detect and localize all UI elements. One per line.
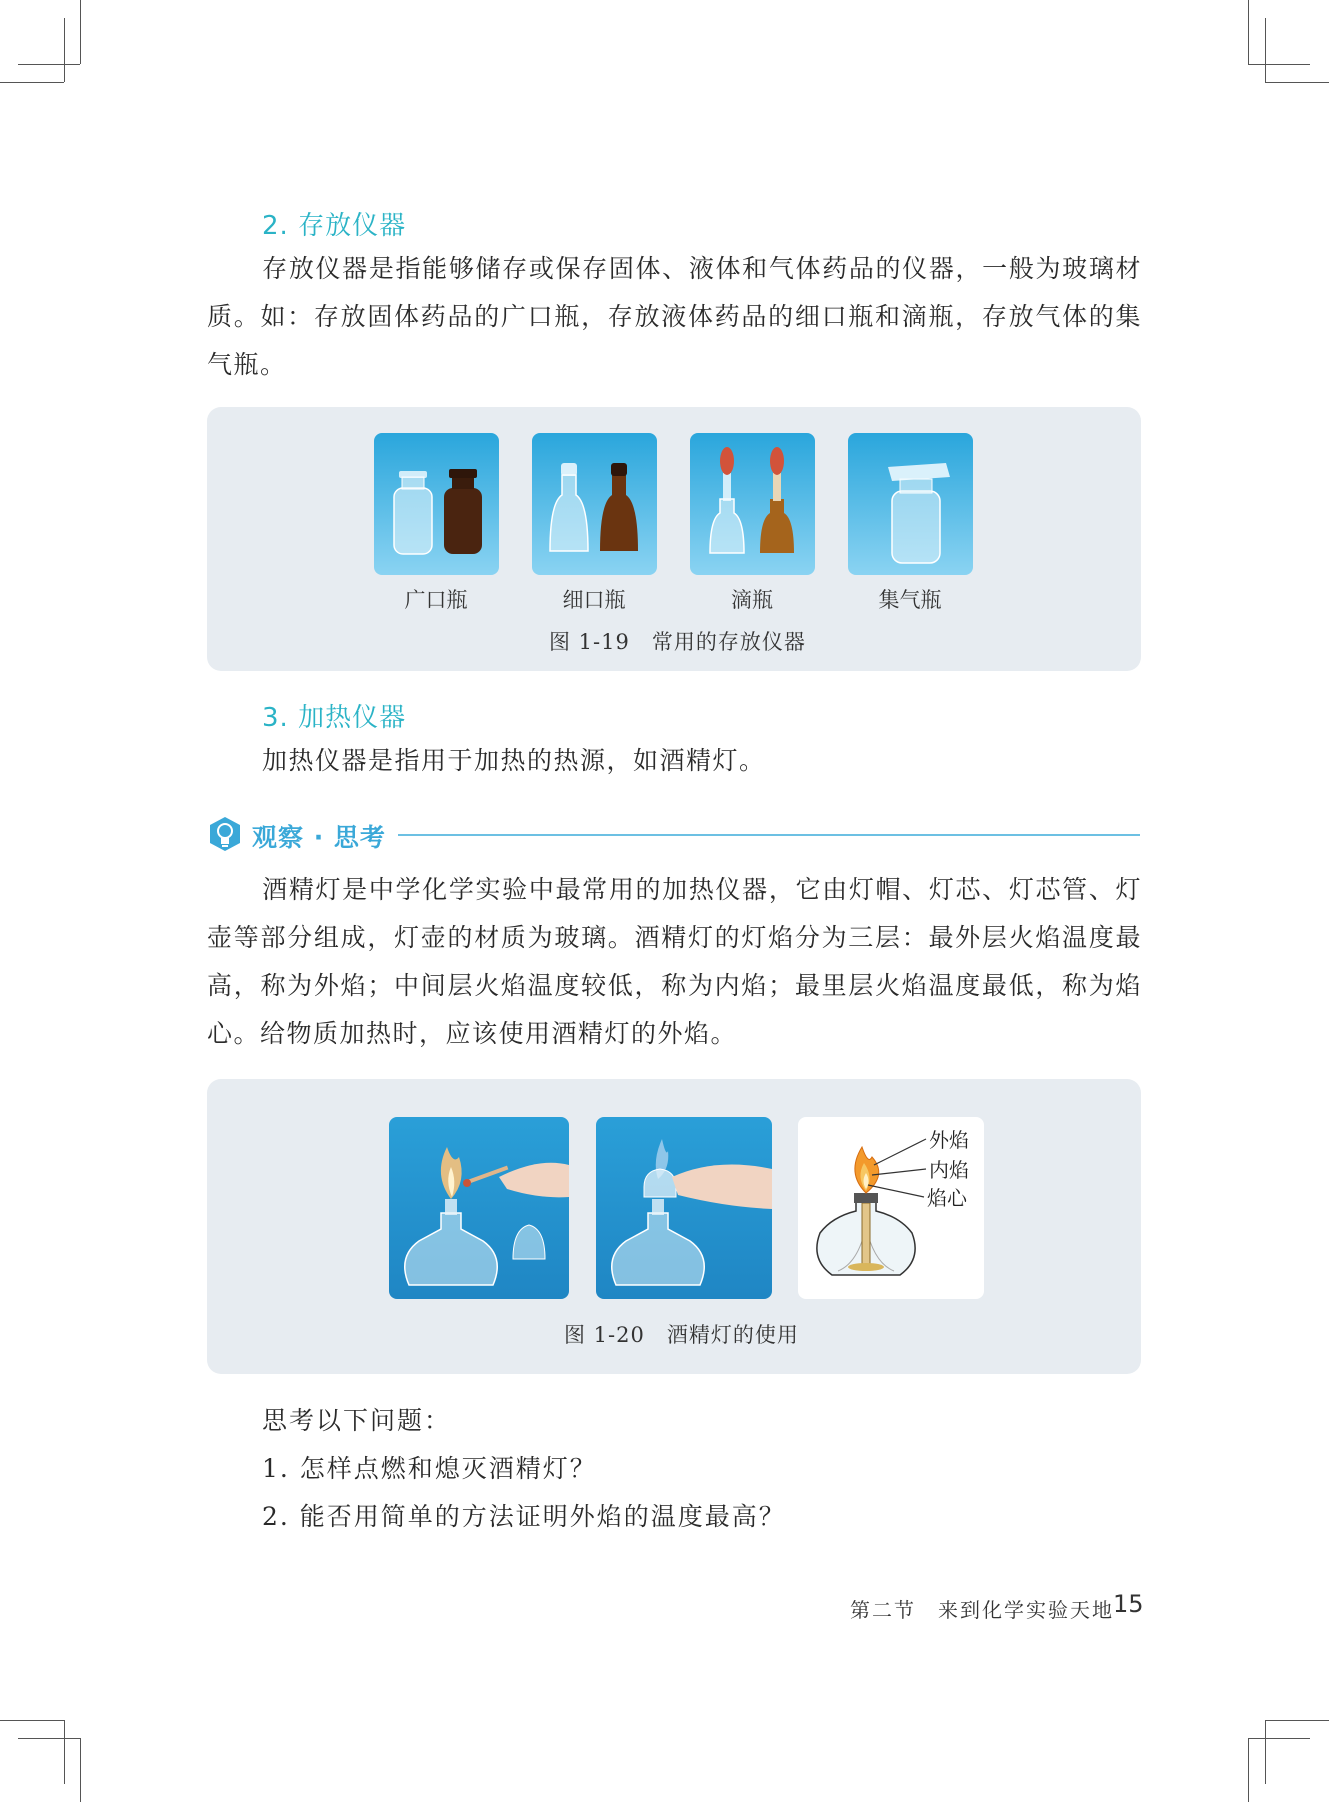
observe-paragraph bbox=[207, 866, 1142, 1058]
observe-think-title: 观察 · 思考 bbox=[252, 823, 386, 852]
footer-section-title: 第二节 来到化学实验天地 bbox=[850, 1598, 1114, 1622]
page-number: 15 bbox=[1113, 1590, 1144, 1618]
label-outer-flame: 外焰 bbox=[929, 1128, 969, 1152]
question-2: 2. 能否用简单的方法证明外焰的温度最高？ bbox=[262, 1502, 786, 1531]
figure-1-19 bbox=[207, 407, 1141, 671]
label-dropper-bottle: 滴瓶 bbox=[731, 588, 773, 612]
photo-gas-collecting-bottle bbox=[848, 433, 973, 575]
diagram-flame-layers bbox=[798, 1117, 984, 1299]
label-narrow-mouth-bottle: 细口瓶 bbox=[562, 588, 626, 612]
label-wide-mouth-bottle: 广口瓶 bbox=[404, 588, 468, 612]
photo-wide-mouth-bottle bbox=[374, 433, 499, 575]
figure-1-20-caption: 图 1-20 酒精灯的使用 bbox=[564, 1323, 799, 1347]
photo-extinguishing-alcohol-lamp bbox=[596, 1117, 772, 1299]
lightbulb-icon bbox=[207, 816, 243, 852]
storage-paragraph bbox=[207, 245, 1142, 389]
heating-paragraph-text: 加热仪器是指用于加热的热源，如酒精灯。 bbox=[262, 746, 766, 775]
label-inner-flame: 内焰 bbox=[929, 1158, 969, 1182]
questions-intro: 思考以下问题： bbox=[262, 1406, 452, 1435]
section-heading-storage: 2. 存放仪器 bbox=[262, 211, 407, 241]
observe-divider bbox=[398, 834, 1140, 836]
photo-narrow-mouth-bottle bbox=[532, 433, 657, 575]
question-1: 1. 怎样点燃和熄灭酒精灯？ bbox=[262, 1454, 597, 1483]
section-heading-heating: 3. 加热仪器 bbox=[262, 703, 407, 733]
label-flame-core: 焰心 bbox=[927, 1186, 967, 1210]
figure-1-20 bbox=[207, 1079, 1141, 1374]
heating-paragraph bbox=[207, 737, 1142, 785]
figure-1-19-caption: 图 1-19 常用的存放仪器 bbox=[549, 630, 806, 654]
observe-paragraph-text: 酒精灯是中学化学实验中最常用的加热仪器，它由灯帽、灯芯、灯芯管、灯壶等部分组成，灯壶的材质为玻璃。酒精灯的灯焰分为三层：最外层火焰温度最高，称为外焰；中间层火焰温度较低，称为内焰；最里层火焰温度最低，称为焰心。给物质加热时，应该使用酒精灯的外焰。 bbox=[207, 875, 1142, 1048]
photo-lighting-alcohol-lamp bbox=[389, 1117, 569, 1299]
storage-paragraph-text: 存放仪器是指能够储存或保存固体、液体和气体药品的仪器，一般为玻璃材质。如：存放固体药品的广口瓶，存放液体药品的细口瓶和滴瓶，存放气体的集气瓶。 bbox=[207, 254, 1142, 379]
label-gas-collecting-bottle: 集气瓶 bbox=[878, 588, 942, 612]
photo-dropper-bottle bbox=[690, 433, 815, 575]
